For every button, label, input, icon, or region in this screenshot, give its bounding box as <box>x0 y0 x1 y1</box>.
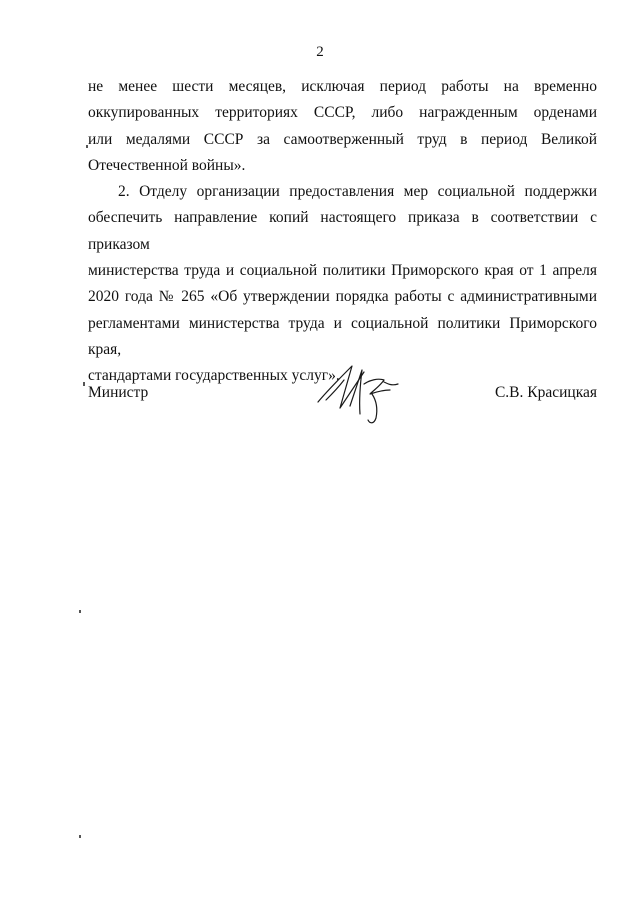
handwritten-signature <box>314 360 404 426</box>
page-number: 2 <box>316 44 324 60</box>
paragraph-2-line: стандартами государственных услуг». <box>88 367 340 385</box>
margin-mark <box>86 145 88 148</box>
margin-mark <box>83 382 85 386</box>
signer-name: С.В. Красицкая <box>494 384 597 401</box>
paragraph-1 <box>88 74 597 179</box>
margin-mark <box>79 610 81 613</box>
margin-mark <box>79 835 81 838</box>
paragraph-1-line: или медалями СССР за самоотверженный труд в период Великой <box>88 130 597 148</box>
position-title: Министр <box>88 384 149 401</box>
paragraph-1-line: не менее шести месяцев, исключая период работы на временно <box>88 78 597 95</box>
paragraph-2-line: 2. Отделу организации предоставления мер социальной поддержки <box>118 183 597 201</box>
paragraph-2-line: 2020 года № 265 «Об утверждении порядка работы с административными <box>88 288 597 306</box>
paragraph-1-line: Отечественной войны». <box>88 156 246 174</box>
paragraph-1-line: оккупированных территориях СССР, либо награжденным орденами <box>88 104 597 122</box>
signature-block <box>88 360 597 430</box>
document-body <box>88 74 597 390</box>
paragraph-2 <box>88 179 597 389</box>
paragraph-2-line: регламентами министерства труда и социальной политики Приморского края, <box>88 314 597 358</box>
paragraph-2-line: министерства труда и социальной политики Приморского края от 1 апреля <box>88 262 597 280</box>
paragraph-2-line: обеспечить направление копий настоящего приказа в соответствии с приказом <box>88 209 597 253</box>
